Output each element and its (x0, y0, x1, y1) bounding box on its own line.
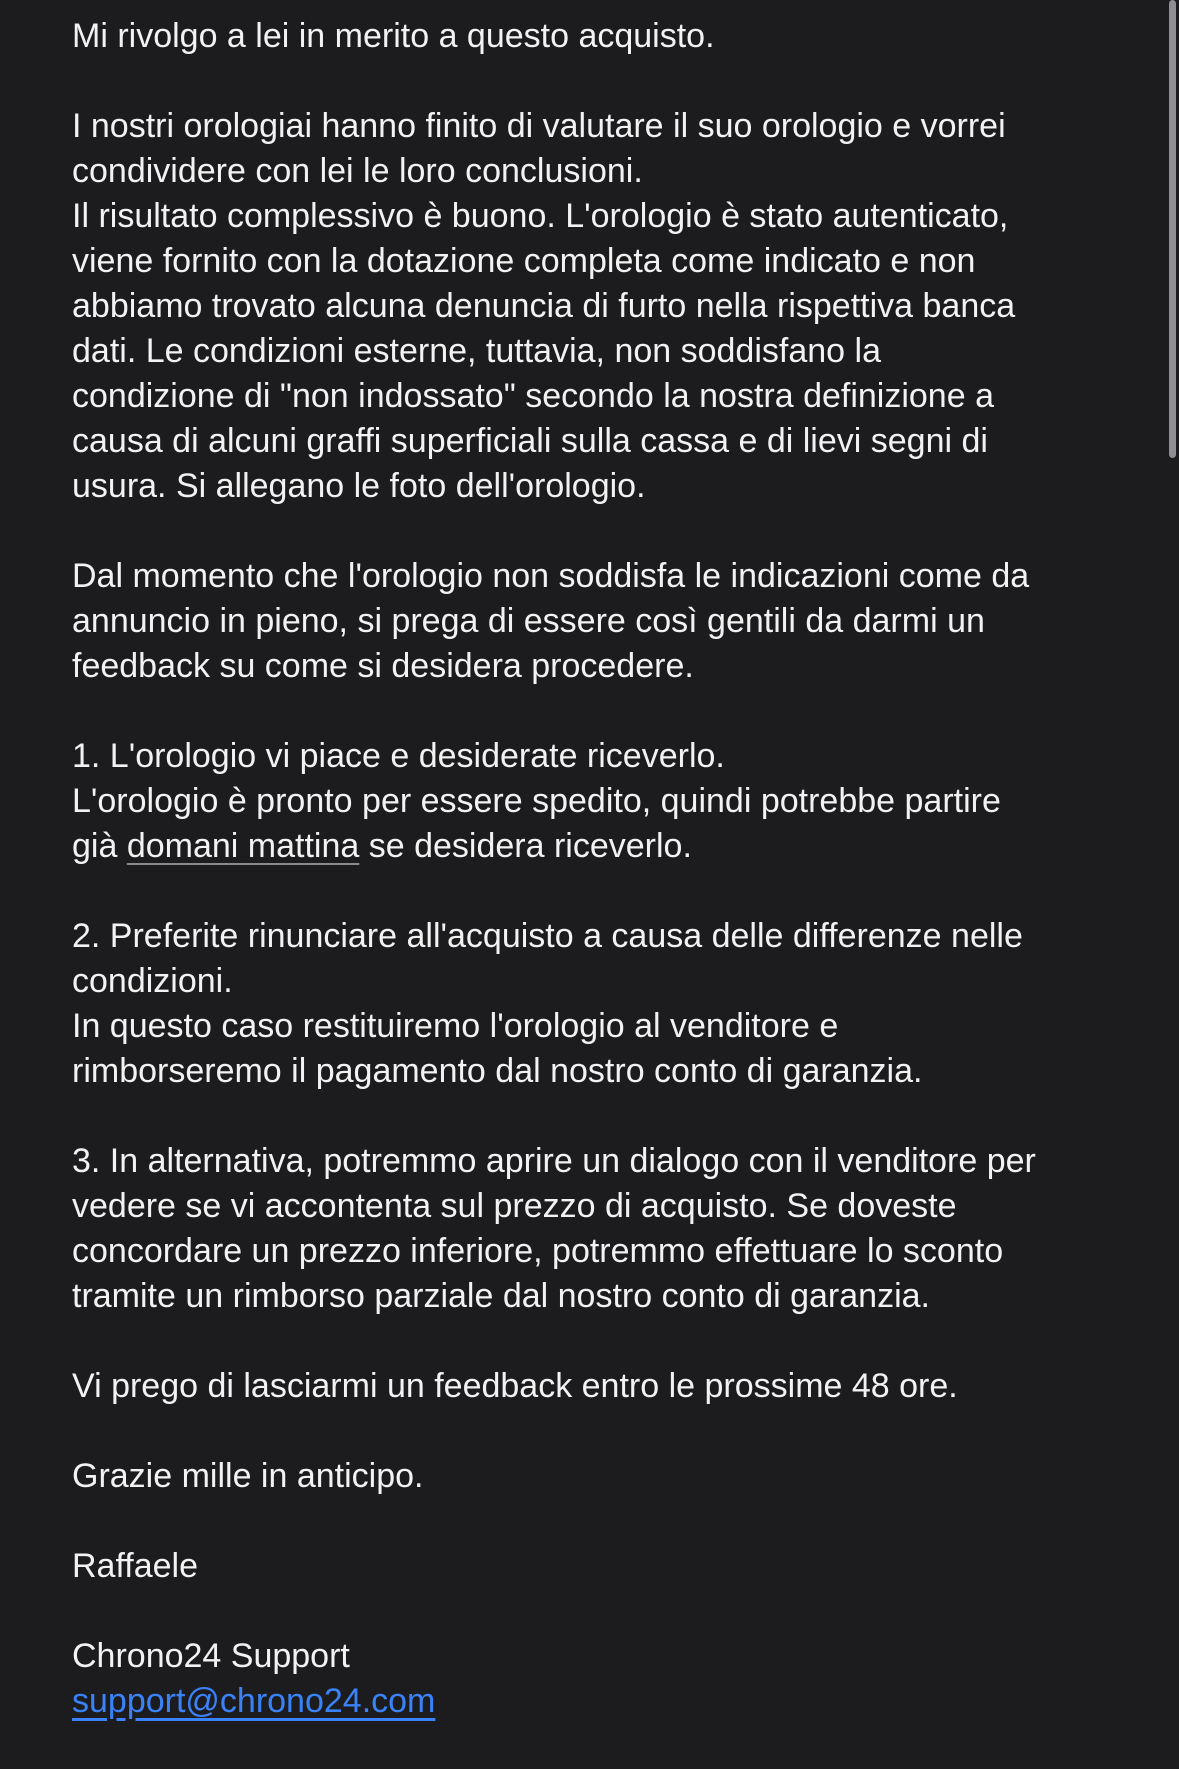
signature-team: Chrono24 Support (72, 1637, 350, 1675)
option-3-line: concordare un prezzo inferiore, potremmo effettuare lo sconto (72, 1232, 1004, 1270)
intro-line: Mi rivolgo a lei in merito a questo acquisto. (72, 17, 715, 55)
option-1-title: 1. L'orologio vi piace e desiderate riceverlo. (72, 737, 725, 775)
option-1-text-before: già (72, 827, 127, 865)
assessment-line: condividere con lei le loro conclusioni. (72, 152, 643, 190)
option-2-line: condizioni. (72, 962, 233, 1000)
option-1-line (72, 824, 1112, 869)
signature-email-line (72, 1679, 1112, 1724)
thanks-line: Grazie mille in anticipo. (72, 1457, 424, 1495)
option-2-paragraph (72, 914, 1112, 1094)
request-paragraph (72, 554, 1112, 689)
request-line: feedback su come si desidera procedere. (72, 647, 694, 685)
option-3-line: vedere se vi accontenta sul prezzo di acquisto. Se doveste (72, 1187, 957, 1225)
assessment-line: Il risultato complessivo è buono. L'orologio è stato autenticato, (72, 197, 1009, 235)
support-email-link[interactable]: support@chrono24.com (72, 1682, 436, 1720)
option-1-line: L'orologio è pronto per essere spedito, quindi potrebbe partire (72, 782, 1001, 820)
option-2-line: rimborseremo il pagamento dal nostro conto di garanzia. (72, 1052, 923, 1090)
signature-name: Raffaele (72, 1547, 199, 1585)
assessment-line: condizione di "non indossato" secondo la nostra definizione a (72, 377, 994, 415)
signature-name-paragraph (72, 1544, 1112, 1589)
assessment-line: viene fornito con la dotazione completa come indicato e non (72, 242, 976, 280)
thanks-paragraph (72, 1454, 1112, 1499)
request-line: annuncio in pieno, si prega di essere così gentili da darmi un (72, 602, 985, 640)
assessment-line: causa di alcuni graffi superficiali sulla cassa e di lievi segni di (72, 422, 988, 460)
deadline-paragraph (72, 1364, 1112, 1409)
assessment-line: I nostri orologiai hanno finito di valutare il suo orologio e vorrei (72, 107, 1006, 145)
option-2-line: 2. Preferite rinunciare all'acquisto a causa delle differenze nelle (72, 917, 1023, 955)
intro-paragraph (72, 14, 1112, 59)
assessment-line: usura. Si allegano le foto dell'orologio. (72, 467, 646, 505)
option-1-text-after: se desidera riceverlo. (359, 827, 692, 865)
option-3-line: tramite un rimborso parziale dal nostro conto di garanzia. (72, 1277, 930, 1315)
option-2-line: In questo caso restituiremo l'orologio al venditore e (72, 1007, 839, 1045)
vertical-scrollbar[interactable] (1169, 0, 1176, 458)
signature-block (72, 1634, 1112, 1724)
assessment-line: dati. Le condizioni esterne, tuttavia, non soddisfano la (72, 332, 881, 370)
option-3-paragraph (72, 1139, 1112, 1319)
option-1-paragraph (72, 734, 1112, 869)
option-3-line: 3. In alternativa, potremmo aprire un dialogo con il venditore per (72, 1142, 1036, 1180)
assessment-line: abbiamo trovato alcuna denuncia di furto nella rispettiva banca (72, 287, 1016, 325)
date-detected-link[interactable]: domani mattina (126, 827, 360, 865)
assessment-paragraph (72, 104, 1112, 509)
request-line: Dal momento che l'orologio non soddisfa le indicazioni come da (72, 557, 1030, 595)
deadline-line: Vi prego di lasciarmi un feedback entro le prossime 48 ore. (72, 1367, 958, 1405)
email-body (72, 14, 1112, 1769)
